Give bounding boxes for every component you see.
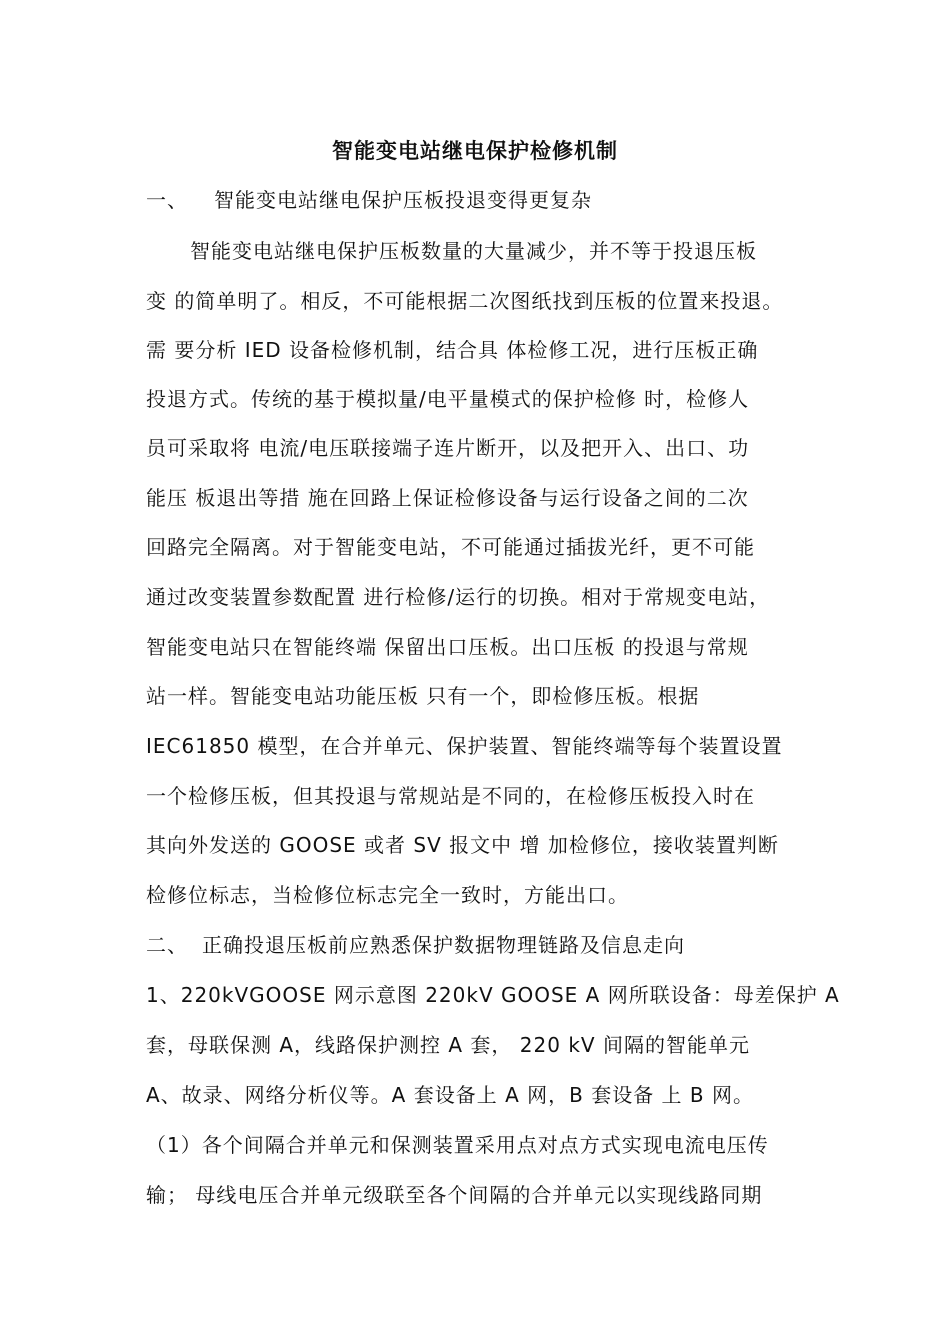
paragraph-line: 站一样。智能变电站功能压板 只有一个，即检修压板。根据 (146, 684, 700, 708)
section-title: 正确投退压板前应熟悉保护数据物理链路及信息走向 (202, 933, 685, 957)
paragraph-line: 通过改变装置参数配置 进行检修/运行的切换。相对于常规变电站， (146, 585, 771, 609)
document-title: 智能变电站继电保护检修机制 (332, 139, 618, 163)
paragraph-line: 回路完全隔离。对于智能变电站，不可能通过插拔光纤，更不可能 (146, 535, 755, 559)
paragraph-line: 智能变电站继电保护压板数量的大量减少，并不等于投退压板 (190, 239, 757, 263)
paragraph-line: 套，母联保测 A，线路保护测控 A 套， 220 kV 间隔的智能单元 (146, 1033, 750, 1057)
section-number: 一、 (146, 188, 188, 212)
paragraph-line: 能压 板退出等措 施在回路上保证检修设备与运行设备之间的二次 (146, 486, 749, 510)
section-number: 二、 (146, 933, 188, 957)
paragraph-line: 员可采取将 电流/电压联接端子连片断开，以及把开入、出口、功 (146, 436, 750, 460)
paragraph-line: IEC61850 模型，在合并单元、保护装置、智能终端等每个装置设置 (146, 734, 783, 758)
paragraph-line: 一个检修压板，但其投退与常规站是不同的，在检修压板投入时在 (146, 784, 755, 808)
paragraph-line: 智能变电站只在智能终端 保留出口压板。出口压板 的投退与常规 (146, 635, 749, 659)
paragraph-line: 输； 母线电压合并单元级联至各个间隔的合并单元以实现线路同期 (146, 1183, 763, 1207)
paragraph-line: 检修位标志，当检修位标志完全一致时，方能出口。 (146, 883, 629, 907)
paragraph-line: （1）各个间隔合并单元和保测装置采用点对点方式实现电流电压传 (146, 1133, 769, 1157)
section-title: 智能变电站继电保护压板投退变得更复杂 (214, 188, 592, 212)
paragraph-line: 变 的简单明了。相反，不可能根据二次图纸找到压板的位置来投退。 (146, 289, 784, 313)
paragraph-line: 需 要分析 IED 设备检修机制，结合具 体检修工况，进行压板正确 (146, 338, 759, 362)
section-heading-2 (146, 930, 846, 960)
paragraph-line: A、故录、网络分析仪等。A 套设备上 A 网，B 套设备 上 B 网。 (146, 1083, 754, 1107)
section-heading-1 (146, 185, 846, 215)
paragraph-line: 其向外发送的 GOOSE 或者 SV 报文中 增 加检修位，接收装置判断 (146, 833, 779, 857)
paragraph-line: 1、220kVGOOSE 网示意图 220kV GOOSE A 网所联设备：母差保护 A (146, 983, 840, 1007)
paragraph-line: 投退方式。传统的基于模拟量/电平量模式的保护检修 时，检修人 (146, 387, 750, 411)
